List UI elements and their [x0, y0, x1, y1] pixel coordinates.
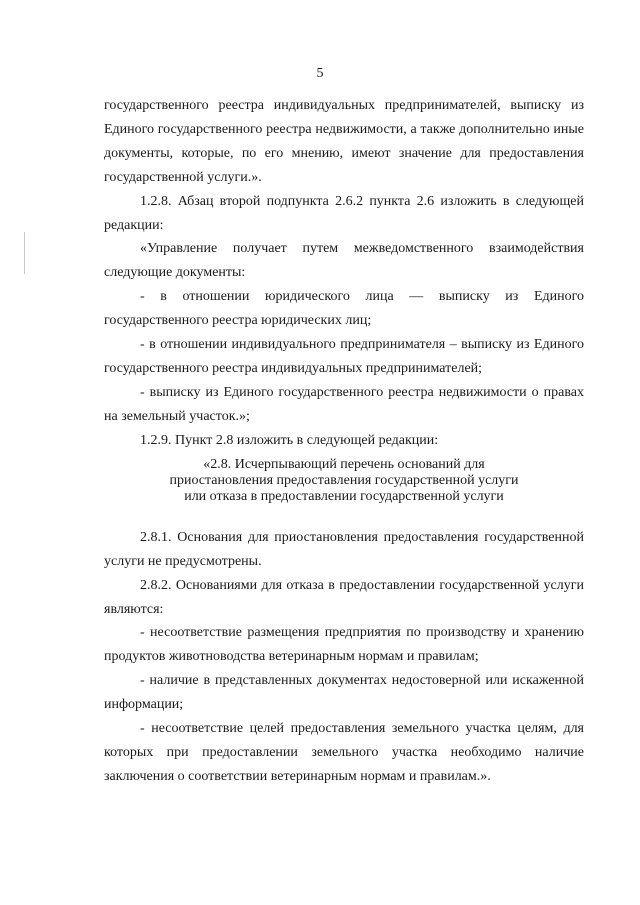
paragraph-1-2-9: 1.2.9. Пункт 2.8 изложить в следующей редакции: [140, 432, 439, 448]
page-number: 5 [316, 66, 324, 81]
document-body [104, 94, 584, 789]
paragraph-2-8-1: 2.8.1. Основания для приостановления предоставления государственной услуги не предусмотрены. [104, 529, 584, 569]
heading-line-2: приостановления предоставления государственной услуги [169, 473, 519, 488]
list-item-false-info: - наличие в представленных документах недостоверной или искаженной информации; [104, 673, 584, 713]
margin-mark [24, 232, 25, 274]
list-item-real-estate: - выписку из Единого государственного реестра недвижимости о правах на земельный участок.»; [104, 384, 584, 424]
heading-line-1: «2.8. Исчерпывающий перечень оснований для [203, 456, 485, 472]
paragraph-continuation: государственного реестра индивидуальных предпринимателей, выписку из Единого государственного реестра недвижимости, а также дополнительно иные документы, которые, по его мнению, имеют значение для предоставления государственной услуги.». [104, 98, 584, 185]
section-heading [104, 457, 584, 506]
heading-line-3: или отказа в предоставлении государственной услуги [184, 489, 504, 505]
list-item-placement: - несоответствие размещения предприятия по производству и хранению продуктов животноводства ветеринарным нормам и правилам; [104, 625, 584, 665]
paragraph-quote-start: «Управление получает путем межведомственного взаимодействия следующие документы: [104, 241, 584, 281]
paragraph-1-2-8: 1.2.8. Абзац второй подпункта 2.6.2 пункта 2.6 изложить в следующей редакции: [104, 193, 584, 233]
list-item-land-purpose: - несоответствие целей предоставления земельного участка целям, для которых при предоставлении земельного участка необходимо наличие заключения о соответствии ветеринарным нормам и правилам.». [104, 721, 584, 784]
list-item-legal-entity: - в отношении юридического лица — выписку из Единого государственного реестра юридических лиц; [104, 289, 584, 329]
list-item-entrepreneur: - в отношении индивидуального предпринимателя – выписку из Единого государственного реестра индивидуальных предпринимателей; [104, 337, 584, 376]
paragraph-2-8-2: 2.8.2. Основаниями для отказа в предоставлении государственной услуги являются: [104, 577, 584, 617]
